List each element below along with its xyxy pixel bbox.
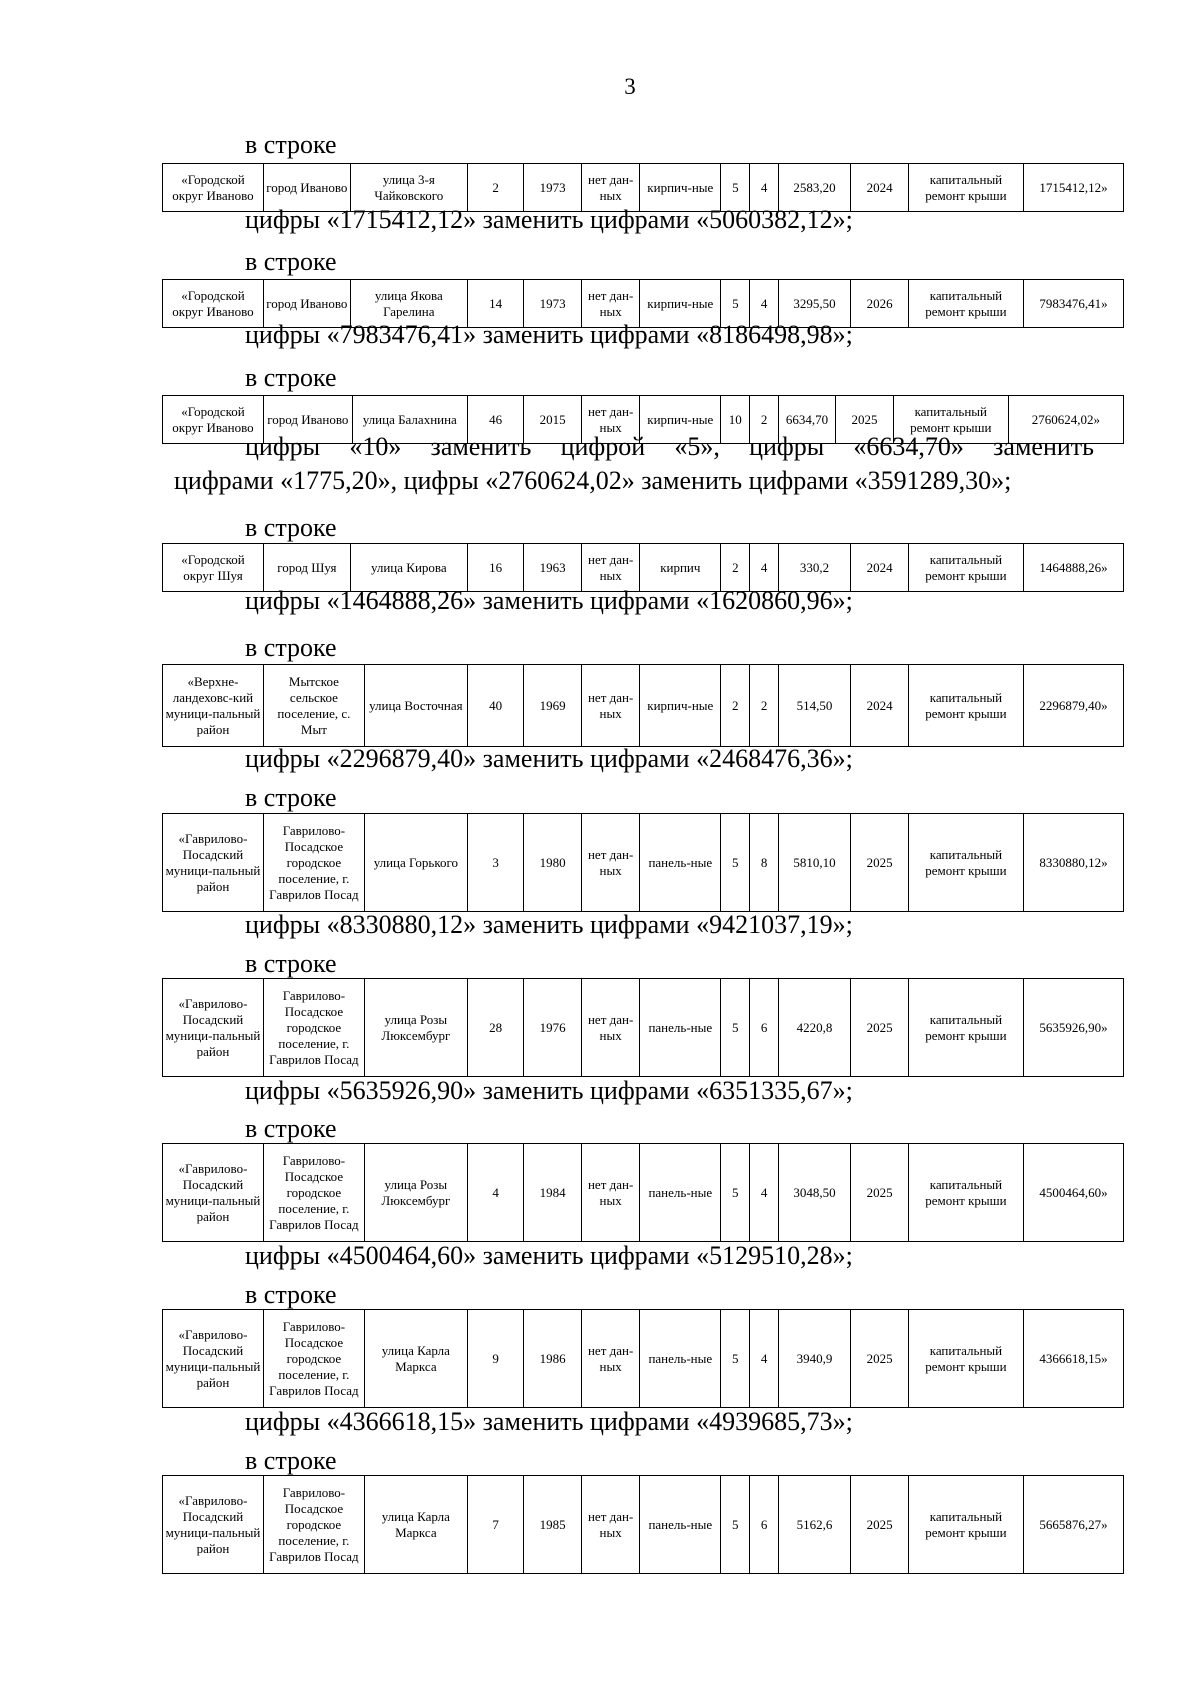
cell-street: улица Розы Люксембург xyxy=(364,979,467,1077)
cell-house-number: 28 xyxy=(467,979,524,1077)
cell-year: 1973 xyxy=(524,280,582,328)
cell-wall-material: панель-ные xyxy=(640,1144,721,1242)
cell-settlement: Гаврилово-Посадское городское поселение, г. Гаврилов Посад xyxy=(263,814,364,912)
cell-floors: 5 xyxy=(721,1310,750,1408)
cell-floors: 2 xyxy=(721,544,750,592)
cell-series: нет дан-ных xyxy=(581,814,640,912)
cell-municipality: «Гаврилово-Посадский муници-пальный район xyxy=(163,1476,264,1574)
row-label: в строке xyxy=(245,1446,337,1475)
cell-cost: 5665876,27» xyxy=(1023,1476,1123,1574)
cell-plan-year: 2025 xyxy=(851,1310,909,1408)
replacement-instruction: цифрами «1775,20», цифры «2760624,02» заменить цифрами «3591289,30»; xyxy=(174,466,1012,495)
row-label: в строке xyxy=(245,949,337,978)
cell-cost: 8330880,12» xyxy=(1023,814,1123,912)
cell-house-number: 7 xyxy=(467,1476,524,1574)
row-label: в строке xyxy=(245,363,337,392)
cell-entrances: 8 xyxy=(750,814,778,912)
cell-work-type: капитальный ремонт крыши xyxy=(908,1310,1023,1408)
cell-settlement: Мытское сельское поселение, с. Мыт xyxy=(263,665,364,747)
cell-municipality: «Гаврилово-Посадский муници-пальный район xyxy=(163,814,264,912)
cell-work-type: капитальный ремонт крыши xyxy=(908,544,1023,592)
cell-year: 1985 xyxy=(524,1476,582,1574)
cell-street: улица Кирова xyxy=(350,544,467,592)
replacement-instruction: цифры «8330880,12» заменить цифрами «9421037,19»; xyxy=(245,910,853,939)
cell-plan-year: 2025 xyxy=(851,1144,909,1242)
cell-year: 1976 xyxy=(524,979,582,1077)
cell-plan-year: 2026 xyxy=(851,280,909,328)
cell-plan-year: 2025 xyxy=(851,979,909,1077)
cell-street: улица Балахнина xyxy=(352,396,467,444)
cell-cost: 5635926,90» xyxy=(1023,979,1123,1077)
cell-house-number: 3 xyxy=(467,814,524,912)
cell-wall-material: кирпич-ные xyxy=(640,164,721,212)
cell-entrances: 2 xyxy=(750,665,778,747)
cell-area: 3940,9 xyxy=(778,1310,851,1408)
cell-year: 1986 xyxy=(524,1310,582,1408)
cell-work-type: капитальный ремонт крыши xyxy=(908,1144,1023,1242)
cell-wall-material: кирпич-ные xyxy=(640,665,721,747)
amended-table-row xyxy=(162,1475,1124,1574)
cell-floors: 5 xyxy=(721,979,750,1077)
cell-house-number: 16 xyxy=(467,544,524,592)
cell-floors: 5 xyxy=(721,280,750,328)
cell-house-number: 4 xyxy=(467,1144,524,1242)
cell-cost: 1715412,12» xyxy=(1023,164,1123,212)
row-label: в строке xyxy=(245,1280,337,1309)
cell-street: улица Горького xyxy=(364,814,467,912)
cell-plan-year: 2025 xyxy=(851,814,909,912)
cell-wall-material: кирпич xyxy=(640,544,721,592)
cell-entrances: 2 xyxy=(750,396,778,444)
cell-plan-year: 2024 xyxy=(851,164,909,212)
cell-area: 5810,10 xyxy=(778,814,851,912)
cell-entrances: 4 xyxy=(750,280,778,328)
cell-floors: 5 xyxy=(721,164,750,212)
cell-entrances: 4 xyxy=(750,1144,778,1242)
cell-municipality: «Гаврилово-Посадский муници-пальный район xyxy=(163,1310,264,1408)
cell-street: улица Якова Гарелина xyxy=(350,280,467,328)
cell-cost: 4366618,15» xyxy=(1023,1310,1123,1408)
cell-street: улица 3-я Чайковского xyxy=(350,164,467,212)
cell-work-type: капитальный ремонт крыши xyxy=(908,164,1023,212)
cell-street: улица Карла Маркса xyxy=(364,1476,467,1574)
amended-table-row xyxy=(162,1309,1124,1408)
cell-wall-material: панель-ные xyxy=(640,979,721,1077)
cell-area: 514,50 xyxy=(778,665,851,747)
cell-street: улица Восточная xyxy=(364,665,467,747)
cell-municipality: «Городской округ Иваново xyxy=(163,164,264,212)
cell-house-number: 14 xyxy=(467,280,524,328)
cell-cost: 7983476,41» xyxy=(1023,280,1123,328)
replacement-instruction: цифры «7983476,41» заменить цифрами «8186498,98»; xyxy=(245,320,853,349)
cell-cost: 1464888,26» xyxy=(1023,544,1123,592)
cell-work-type: капитальный ремонт крыши xyxy=(908,979,1023,1077)
cell-cost: 2296879,40» xyxy=(1023,665,1123,747)
cell-floors: 5 xyxy=(721,814,750,912)
cell-floors: 5 xyxy=(721,1476,750,1574)
cell-plan-year: 2024 xyxy=(851,665,909,747)
cell-year: 1963 xyxy=(524,544,582,592)
cell-municipality: «Гаврилово-Посадский муници-пальный район xyxy=(163,979,264,1077)
replacement-instruction: цифры «5635926,90» заменить цифрами «6351335,67»; xyxy=(245,1076,853,1105)
replacement-instruction: цифры «4366618,15» заменить цифрами «4939685,73»; xyxy=(245,1407,853,1436)
cell-wall-material: панель-ные xyxy=(640,814,721,912)
cell-floors: 2 xyxy=(721,665,750,747)
amended-table-row xyxy=(162,978,1124,1077)
cell-settlement: Гаврилово-Посадское городское поселение, г. Гаврилов Посад xyxy=(263,1310,364,1408)
cell-municipality: «Верхне-ландеховс-кий муници-пальный район xyxy=(163,665,264,747)
replacement-instruction: цифры «1464888,26» заменить цифрами «1620860,96»; xyxy=(245,586,853,615)
cell-work-type: капитальный ремонт крыши xyxy=(908,665,1023,747)
cell-house-number: 2 xyxy=(467,164,524,212)
cell-wall-material: кирпич-ные xyxy=(640,396,721,444)
cell-area: 3048,50 xyxy=(778,1144,851,1242)
cell-settlement: город Иваново xyxy=(263,396,352,444)
cell-municipality: «Городской округ Иваново xyxy=(163,280,264,328)
cell-floors: 5 xyxy=(721,1144,750,1242)
replacement-instruction: цифры «1715412,12» заменить цифрами «5060382,12»; xyxy=(245,205,853,234)
cell-settlement: Гаврилово-Посадское городское поселение, г. Гаврилов Посад xyxy=(263,1476,364,1574)
cell-street: улица Розы Люксембург xyxy=(364,1144,467,1242)
cell-municipality: «Гаврилово-Посадский муници-пальный район xyxy=(163,1144,264,1242)
cell-settlement: Гаврилово-Посадское городское поселение, г. Гаврилов Посад xyxy=(263,979,364,1077)
row-label: в строке xyxy=(245,130,337,159)
cell-house-number: 9 xyxy=(467,1310,524,1408)
row-label: в строке xyxy=(245,513,337,542)
cell-year: 1973 xyxy=(524,164,582,212)
cell-year: 1969 xyxy=(524,665,582,747)
cell-plan-year: 2025 xyxy=(836,396,894,444)
cell-series: нет дан-ных xyxy=(581,396,640,444)
cell-entrances: 6 xyxy=(750,979,778,1077)
cell-entrances: 6 xyxy=(750,1476,778,1574)
replacement-instruction: цифры «4500464,60» заменить цифрами «5129510,28»; xyxy=(245,1241,853,1270)
cell-municipality: «Городской округ Иваново xyxy=(163,396,264,444)
cell-series: нет дан-ных xyxy=(581,164,640,212)
cell-entrances: 4 xyxy=(750,544,778,592)
cell-series: нет дан-ных xyxy=(581,979,640,1077)
cell-house-number: 46 xyxy=(467,396,524,444)
cell-year: 1980 xyxy=(524,814,582,912)
cell-street: улица Карла Маркса xyxy=(364,1310,467,1408)
row-label: в строке xyxy=(245,783,337,812)
page-number: 3 xyxy=(624,74,636,99)
cell-year: 1984 xyxy=(524,1144,582,1242)
cell-settlement: город Иваново xyxy=(263,280,350,328)
cell-floors: 10 xyxy=(721,396,750,444)
amended-table-row xyxy=(162,543,1124,592)
cell-year: 2015 xyxy=(524,396,582,444)
cell-area: 3295,50 xyxy=(778,280,851,328)
cell-series: нет дан-ных xyxy=(581,1310,640,1408)
cell-series: нет дан-ных xyxy=(581,1476,640,1574)
cell-wall-material: панель-ные xyxy=(640,1310,721,1408)
row-label: в строке xyxy=(245,633,337,662)
cell-area: 330,2 xyxy=(778,544,851,592)
amended-table-row xyxy=(162,813,1124,912)
cell-area: 5162,6 xyxy=(778,1476,851,1574)
row-label: в строке xyxy=(245,247,337,276)
cell-area: 2583,20 xyxy=(778,164,851,212)
cell-entrances: 4 xyxy=(750,1310,778,1408)
amended-table-row xyxy=(162,664,1124,747)
cell-plan-year: 2024 xyxy=(851,544,909,592)
cell-plan-year: 2025 xyxy=(851,1476,909,1574)
cell-wall-material: панель-ные xyxy=(640,1476,721,1574)
cell-cost: 4500464,60» xyxy=(1023,1144,1123,1242)
row-label: в строке xyxy=(245,1114,337,1143)
cell-work-type: капитальный ремонт крыши xyxy=(908,1476,1023,1574)
cell-wall-material: кирпич-ные xyxy=(640,280,721,328)
replacement-instruction: цифры «2296879,40» заменить цифрами «2468476,36»; xyxy=(245,744,853,773)
cell-series: нет дан-ных xyxy=(581,665,640,747)
cell-work-type: капитальный ремонт крыши xyxy=(893,396,1008,444)
cell-work-type: капитальный ремонт крыши xyxy=(908,280,1023,328)
amended-table-row xyxy=(162,1143,1124,1242)
cell-area: 6634,70 xyxy=(778,396,836,444)
cell-settlement: Гаврилово-Посадское городское поселение, г. Гаврилов Посад xyxy=(263,1144,364,1242)
cell-municipality: «Городской округ Шуя xyxy=(163,544,264,592)
cell-entrances: 4 xyxy=(750,164,778,212)
cell-area: 4220,8 xyxy=(778,979,851,1077)
cell-cost: 2760624,02» xyxy=(1008,396,1123,444)
cell-series: нет дан-ных xyxy=(581,544,640,592)
cell-series: нет дан-ных xyxy=(581,280,640,328)
cell-series: нет дан-ных xyxy=(581,1144,640,1242)
cell-house-number: 40 xyxy=(467,665,524,747)
cell-settlement: город Шуя xyxy=(263,544,350,592)
cell-work-type: капитальный ремонт крыши xyxy=(908,814,1023,912)
replacement-instruction: цифры «10» заменить цифрой «5», цифры «6634,70» заменить xyxy=(245,432,1094,461)
cell-settlement: город Иваново xyxy=(263,164,350,212)
